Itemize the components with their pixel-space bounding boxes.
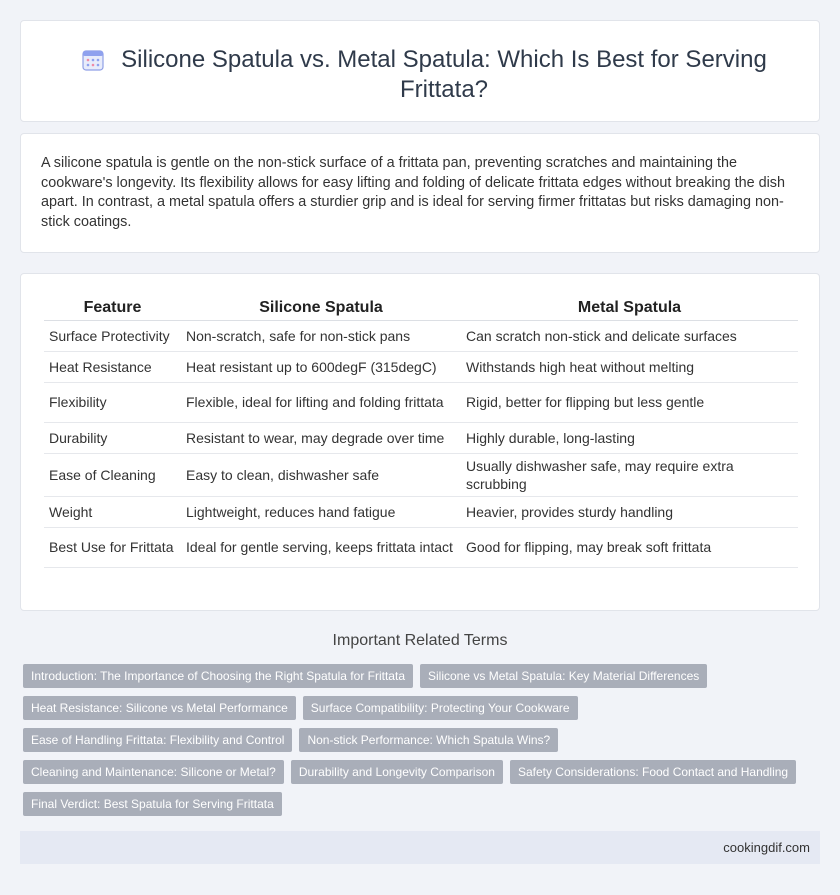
intro-paragraph: A silicone spatula is gentle on the non-stick surface of a frittata pan, preventing scratches and maintaining the cookware's longevity. Its flexibility allows for easy lifting and folding of delicate frittata edges without breaking the dish apart. In contrast, a metal spatula offers a sturdier grip and is ideal for serving firmer frittatas but risks damaging non-stick coatings. [41, 155, 785, 230]
table-cell: Withstands high heat without melting [461, 351, 798, 382]
related-term-link[interactable]: Non-stick Performance: Which Spatula Wins? [299, 728, 558, 752]
comparison-table-card [20, 273, 820, 611]
table-row [44, 320, 798, 351]
table-cell: Rigid, better for flipping but less gentle [461, 382, 798, 422]
table-cell: Best Use for Frittata [44, 527, 181, 567]
footer-site-link[interactable]: cookingdif.com [723, 840, 810, 855]
table-row [44, 382, 798, 422]
title-card [20, 20, 820, 122]
table-cell: Heat Resistance [44, 351, 181, 382]
table-row [44, 453, 798, 496]
table-cell: Resistant to wear, may degrade over time [181, 422, 461, 453]
table-cell: Flexibility [44, 382, 181, 422]
table-cell: Easy to clean, dishwasher safe [181, 453, 461, 496]
table-cell: Ease of Cleaning [44, 453, 181, 496]
header-silicone: Silicone Spatula [181, 294, 461, 320]
intro-card [20, 133, 820, 253]
table-cell: Weight [44, 496, 181, 527]
related-terms-list [23, 664, 813, 816]
table-cell: Can scratch non-stick and delicate surfaces [461, 320, 798, 351]
related-term-link[interactable]: Safety Considerations: Food Contact and Handling [510, 760, 796, 784]
related-term-link[interactable]: Ease of Handling Frittata: Flexibility and Control [23, 728, 292, 752]
table-cell: Non-scratch, safe for non-stick pans [181, 320, 461, 351]
related-term-link[interactable]: Durability and Longevity Comparison [291, 760, 503, 784]
header-metal: Metal Spatula [461, 294, 798, 320]
related-term-link[interactable]: Introduction: The Importance of Choosing the Right Spatula for Frittata [23, 664, 413, 688]
table-cell: Good for flipping, may break soft frittata [461, 527, 798, 567]
table-cell: Flexible, ideal for lifting and folding frittata [181, 382, 461, 422]
table-cell: Heat resistant up to 600degF (315degC) [181, 351, 461, 382]
footer [20, 831, 820, 864]
header-feature: Feature [44, 294, 181, 320]
table-row [44, 496, 798, 527]
table-row [44, 527, 798, 567]
table-cell: Lightweight, reduces hand fatigue [181, 496, 461, 527]
table-cell: Ideal for gentle serving, keeps frittata intact [181, 527, 461, 567]
table-row [44, 422, 798, 453]
table-header-row [44, 294, 798, 320]
table-row [44, 351, 798, 382]
page-title: Silicone Spatula vs. Metal Spatula: Which Is Best for Serving Frittata? [121, 46, 767, 103]
related-term-link[interactable]: Silicone vs Metal Spatula: Key Material Differences [420, 664, 707, 688]
table-cell: Durability [44, 422, 181, 453]
related-term-link[interactable]: Cleaning and Maintenance: Silicone or Metal? [23, 760, 284, 784]
table-cell: Usually dishwasher safe, may require extra scrubbing [461, 453, 798, 496]
comparison-table [44, 294, 798, 568]
related-term-link[interactable]: Surface Compatibility: Protecting Your Cookware [303, 696, 578, 720]
related-term-link[interactable]: Final Verdict: Best Spatula for Serving Frittata [23, 792, 282, 816]
related-terms-title: Important Related Terms [332, 632, 508, 649]
table-cell: Heavier, provides sturdy handling [461, 496, 798, 527]
related-term-link[interactable]: Heat Resistance: Silicone vs Metal Performance [23, 696, 296, 720]
table-cell: Highly durable, long-lasting [461, 422, 798, 453]
table-cell: Surface Protectivity [44, 320, 181, 351]
